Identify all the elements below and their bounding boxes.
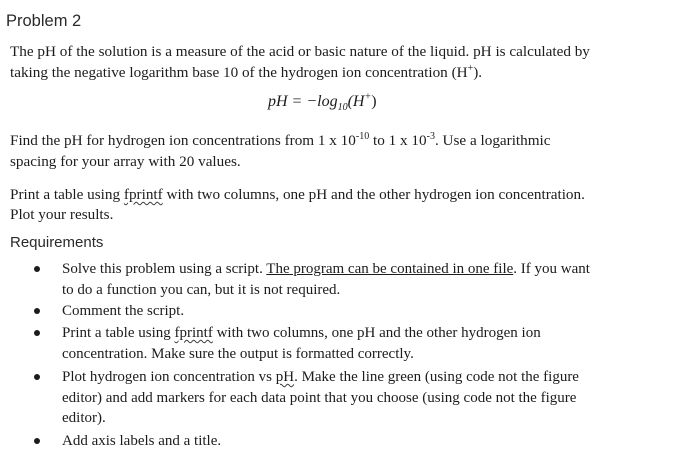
requirement-item-5: Add axis labels and a title. [62,433,222,449]
bullet-icon [34,438,40,444]
find-line-1: Find the pH for hydrogen ion concentrations from 1 x $10^{-10}$ to 1 x $10^{-3}$. Use a logarithmic [10,130,551,149]
problem-title: Problem 2 [6,12,82,30]
requirement-item-4: Plot hydrogen ion concentration vs pH. Make the line green (using code not the figure editor) and add markers for each data point that you choose (using code not the figure editor). [62,369,579,426]
plot-line: Plot your results. [10,206,114,223]
intro-line-1: The pH of the solution is a measure of the acid or basic nature of the liquid. pH is calculated by [10,43,590,60]
fprintf-term: fprintf [123,186,163,203]
requirement-item-2: Comment the script. [62,303,185,319]
bullet-icon [34,374,40,380]
bullet-icon [34,308,40,314]
print-line: Print a table using fprintf with two columns, one pH and the other hydrogen ion concentration. [10,186,585,203]
ph-equation: pH = $-\log_{10}(H^+)$ [268,91,377,114]
intro-line-2: taking the negative logarithm base 10 of the hydrogen ion concentration (H+). [10,62,483,81]
requirements-title: Requirements [10,234,104,251]
bullet-icon [34,330,40,336]
bullet-icon [34,266,40,272]
requirement-item-1: Solve this problem using a script. The program can be contained in one file. If you want to do a function you can, but it is not required. [62,261,590,298]
requirement-item-3: Print a table using fprintf with two columns, one pH and the other hydrogen ion concentration. Make sure the output is formatted correctly. [62,325,541,362]
find-line-2: spacing for your array with 20 values. [10,153,241,170]
